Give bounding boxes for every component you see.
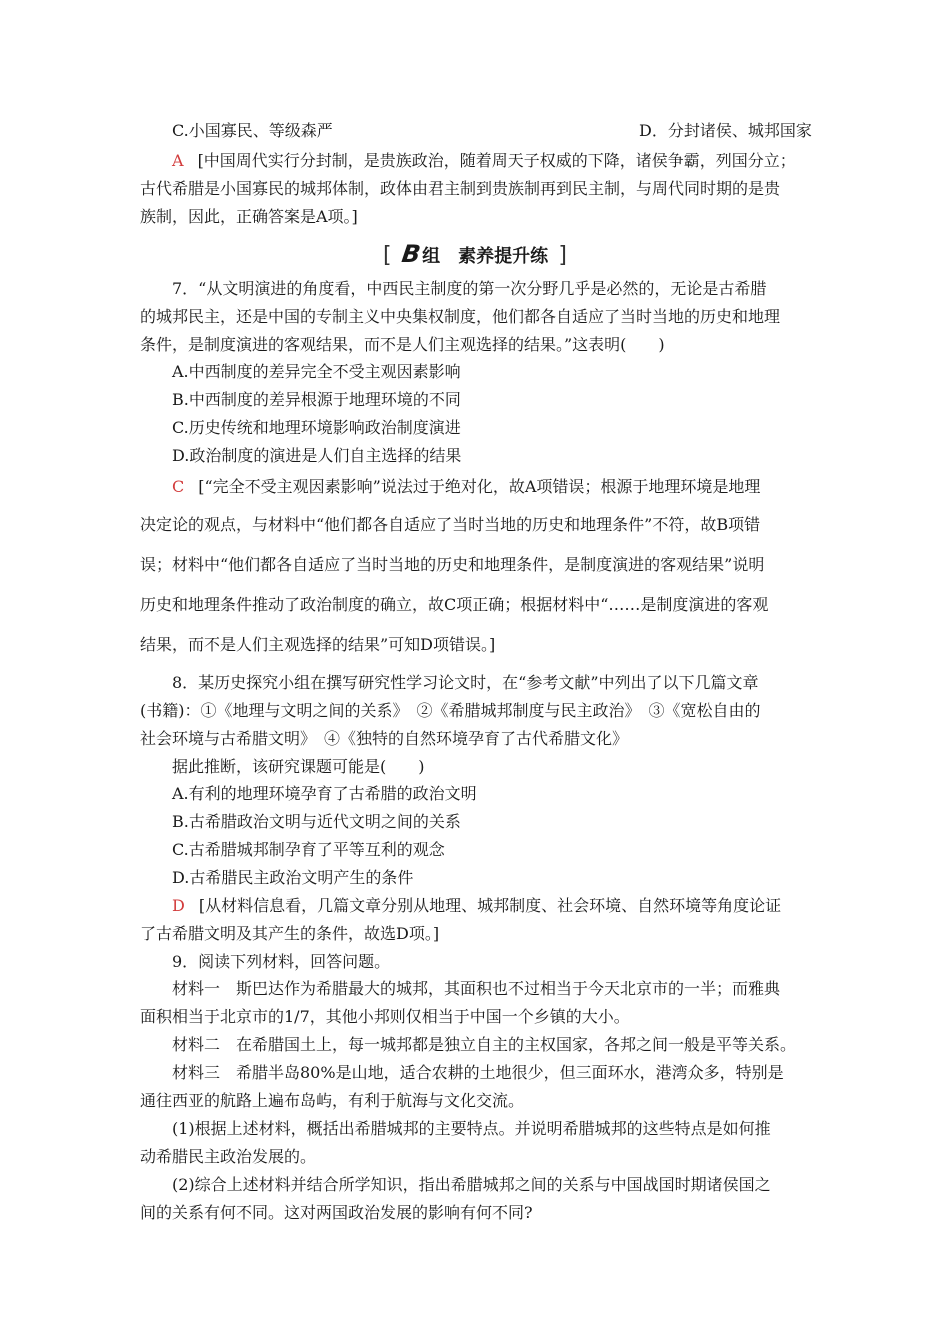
q8-option-c: C.古希腊城邦制孕育了平等互利的观念 [172,840,445,859]
q7-explanation-line-5: 结果，而不是人们主观选择的结果”可知D项错误。] [140,635,496,654]
q6-explanation-line-2: 古代希腊是小国寡民的城邦体制，政体由君主制到贵族制再到民主制，与周代同时期的是贵 [140,179,781,198]
q8-explanation-line-1: D [从材料信息看，几篇文章分别从地理、城邦制度、社会环境、自然环境等角度论证 [172,896,782,915]
q9-material-2: 材料二 在希腊国土上，每一城邦都是独立自主的主权国家，各邦之间一般是平等关系。 [172,1035,797,1054]
q6-explanation-line-1: A [中国周代实行分封制，是贵族政治，随着周天子权威的下降，诸侯争霸，列国分立； [172,151,796,170]
section-group: 组 [422,246,441,267]
q6-options-row [172,120,852,142]
q7-explanation-line-2: 决定论的观点，与材料中“他们都各自适应了当时当地的历史和地理条件”不符，故B项错 [140,515,761,534]
q7-stem-line-2: 的城邦民主，还是中国的专制主义中央集权制度，他们都各自适应了当时当地的历史和地理 [140,307,781,326]
q8-option-d: D.古希腊民主政治文明产生的条件 [172,868,414,887]
q7-answer-letter: C [172,477,185,496]
q7-option-a: A.中西制度的差异完全不受主观因素影响 [172,362,461,381]
q7-option-d: D.政治制度的演进是人们自主选择的结果 [172,446,462,465]
q6-explanation-line-3: 族制，因此，正确答案是A项。] [140,207,358,226]
q6-option-c: C.小国寡民、等级森严 [172,121,333,140]
q9-question-1-line-1: (1)根据上述材料，概括出希腊城邦的主要特点。并说明希腊城邦的这些特点是如何推 [172,1119,771,1138]
q8-option-a: A.有利的地理环境孕育了古希腊的政治文明 [172,784,477,803]
q6-option-d: D．分封诸侯、城邦国家 [639,121,812,140]
q9-question-1-line-2: 动希腊民主政治发展的。 [140,1147,317,1166]
section-bracket-close: ] [558,243,568,268]
q8-stem-line-1: 8．某历史探究小组在撰写研究性学习论文时，在“参考文献”中列出了以下几篇文章 [172,673,759,692]
q7-explanation-line-1: C [“完全不受主观因素影响”说法过于绝对化，故A项错误；根源于地理环境是地理 [172,477,761,496]
q9-question-2-line-1: (2)综合上述材料并结合所学知识，指出希腊城邦之间的关系与中国战国时期诸侯国之 [172,1175,771,1194]
q9-stem: 9．阅读下列材料，回答问题。 [172,952,391,971]
q7-explanation-line-3: 误；材料中“他们都各自适应了当时当地的历史和地理条件，是制度演进的客观结果”说明 [140,555,765,574]
q8-explanation-line-2: 了古希腊文明及其产生的条件，故选D项。] [140,924,440,943]
q9-material-3-line-1: 材料三 希腊半岛80%是山地，适合农耕的土地很少，但三面环水，港湾众多，特别是 [172,1063,784,1082]
q7-stem-line-3: 条件，是制度演进的客观结果，而不是人们主观选择的结果。”这表明( ) [140,335,665,354]
section-letter: B [399,240,423,268]
q9-material-1-line-1: 材料一 斯巴达作为希腊最大的城邦，其面积也不过相当于今天北京市的一半；而雅典 [172,979,781,998]
q8-option-b: B.古希腊政治文明与近代文明之间的关系 [172,812,461,831]
q7-stem-line-1: 7．“从文明演进的角度看，中西民主制度的第一次分野几乎是必然的，无论是古希腊 [172,279,767,298]
q9-material-1-line-2: 面积相当于北京市的1/7，其他小邦则仅相当于中国一个乡镇的大小。 [140,1007,630,1026]
q7-option-b: B.中西制度的差异根源于地理环境的不同 [172,390,461,409]
q9-material-3-line-2: 通往西亚的航路上遍布岛屿，有利于航海与文化交流。 [140,1091,525,1110]
q8-stem-line-2: (书籍)：①《地理与文明之间的关系》 ②《希腊城邦制度与民主政治》 ③《宽松自由的 [140,701,761,720]
q8-stem-line-4: 据此推断，该研究课题可能是( ) [172,757,425,776]
q7-explanation-line-4: 历史和地理条件推动了政治制度的确立，故C项正确；根据材料中“……是制度演进的客观 [140,595,769,614]
q8-stem-line-3: 社会环境与古希腊文明》 ④《独特的自然环境孕育了古代希腊文化》 [140,729,629,748]
q8-answer-letter: D [172,896,185,915]
section-title: 素养提升练 [458,246,549,267]
q9-question-2-line-2: 间的关系有何不同。这对两国政治发展的影响有何不同? [140,1203,533,1222]
q6-answer-letter: A [172,151,184,170]
q7-option-c: C.历史传统和地理环境影响政治制度演进 [172,418,461,437]
section-header [0,242,950,269]
section-bracket-open: [ [382,243,392,268]
